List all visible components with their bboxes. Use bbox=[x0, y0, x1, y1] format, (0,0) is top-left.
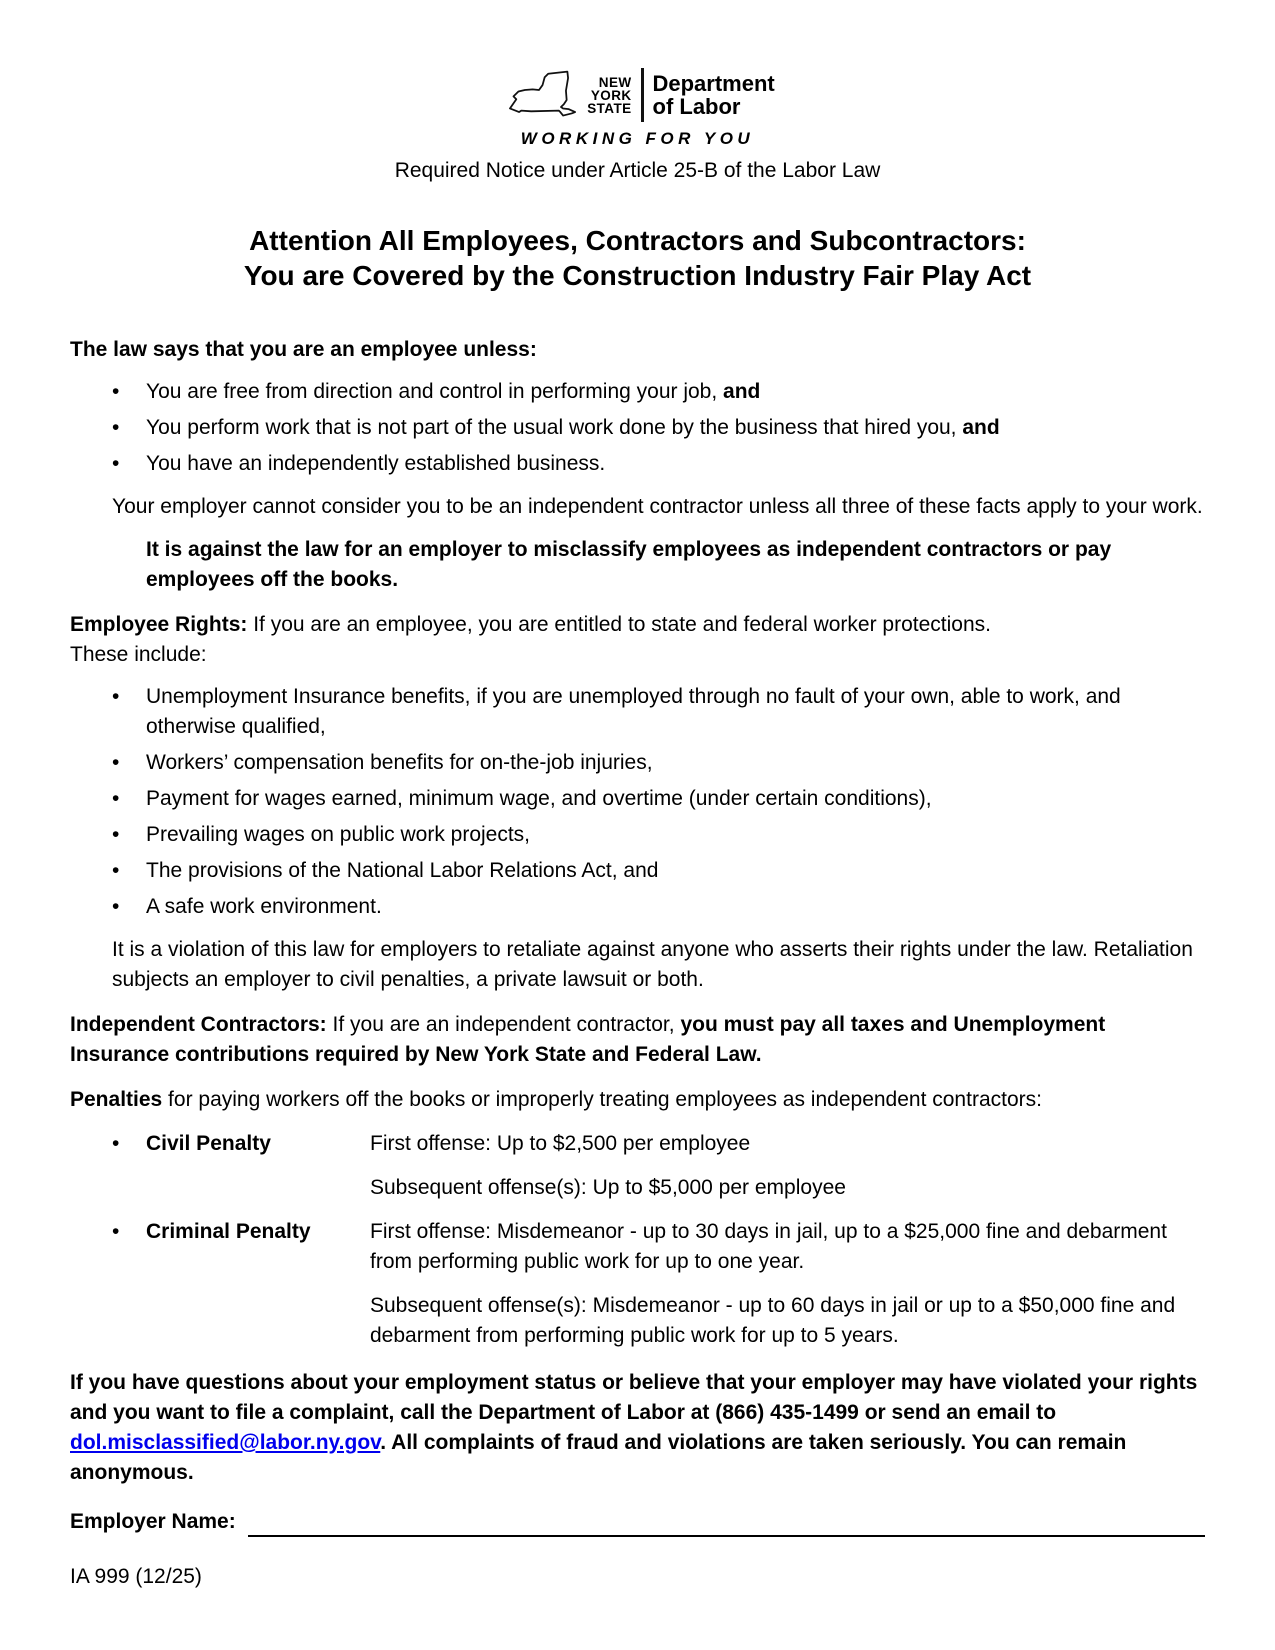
employer-name-blank-line bbox=[248, 1509, 1205, 1537]
penalty-bullet bbox=[112, 1291, 146, 1351]
penalty-bullet: • bbox=[112, 1132, 120, 1155]
employer-name-row bbox=[70, 1507, 1205, 1537]
penalty-label: Civil Penalty bbox=[146, 1132, 271, 1155]
penalty-text: First offense: Up to $2,500 per employee bbox=[370, 1132, 751, 1155]
rights-bullet-item: • The provisions of the National Labor Relations Act, and bbox=[70, 856, 1205, 886]
employer-name-label: Employer Name: bbox=[70, 1510, 236, 1533]
penalty-row bbox=[70, 1129, 1205, 1159]
retaliation-paragraph: It is a violation of this law for employers to retaliate against anyone who asserts their rights under the law. Retaliation subjects an employer to civil penalties, a private lawsuit or both. bbox=[112, 938, 1193, 991]
penalties-intro: Penalties for paying workers off the books or improperly treating employees as independent contractors: bbox=[70, 1088, 1042, 1111]
penalty-text: Subsequent offense(s): Up to $5,000 per employee bbox=[370, 1176, 846, 1199]
rights-bullet-item: • Prevailing wages on public work projects, bbox=[70, 820, 1205, 850]
form-number: IA 999 (12/25) bbox=[70, 1565, 202, 1588]
employee-rights-include: These include: bbox=[70, 643, 207, 666]
penalty-row bbox=[70, 1217, 1205, 1277]
page-title-line1: Attention All Employees, Contractors and Subcontractors: bbox=[249, 225, 1026, 256]
required-notice: Required Notice under Article 25-B of the Labor Law bbox=[394, 159, 881, 182]
rights-bullet-item: • Payment for wages earned, minimum wage, and overtime (under certain conditions), bbox=[70, 784, 1205, 814]
logo-tagline: WORKING FOR YOU bbox=[520, 129, 755, 148]
penalty-bullet bbox=[112, 1173, 146, 1203]
law-paragraph: Your employer cannot consider you to be an independent contractor unless all three of these facts apply to your work. bbox=[112, 495, 1203, 518]
penalty-text: Subsequent offense(s): Misdemeanor - up to 60 days in jail or up to a $50,000 fine and debarment from performing public work for up to 5 years. bbox=[370, 1294, 1176, 1347]
penalty-row bbox=[70, 1291, 1205, 1351]
law-bullet-item: • You are free from direction and control in performing your job, and bbox=[70, 377, 1205, 407]
rights-bullet-item: • Workers’ compensation benefits for on-the-job injuries, bbox=[70, 748, 1205, 778]
law-section-heading: The law says that you are an employee unless: bbox=[70, 338, 537, 361]
misclassified-email-link[interactable]: dol.misclassified@labor.ny.gov bbox=[70, 1431, 381, 1454]
independent-contractors-paragraph: Independent Contractors: If you are an independent contractor, you must pay all taxes and Unemployment Insurance contributions required by New York State and Federal Law. bbox=[70, 1013, 1106, 1066]
page-title bbox=[70, 223, 1205, 293]
dol-logo bbox=[500, 64, 775, 126]
misclassify-warning: It is against the law for an employer to misclassify employees as independent contractors or pay employees off the books. bbox=[146, 538, 1112, 591]
rights-bullet-item: • Unemployment Insurance benefits, if you are unemployed through no fault of your own, able to work, and otherwise qualified, bbox=[70, 682, 1205, 742]
penalties-table bbox=[70, 1129, 1205, 1351]
penalty-label: Criminal Penalty bbox=[146, 1220, 311, 1243]
law-bullet-item: • You perform work that is not part of the usual work done by the business that hired you, and bbox=[70, 413, 1205, 443]
logo-divider bbox=[641, 68, 644, 122]
penalty-label bbox=[146, 1291, 370, 1351]
document-header bbox=[70, 64, 1205, 184]
logo-department-text: Department of Labor bbox=[652, 71, 775, 119]
penalty-label bbox=[146, 1173, 370, 1203]
page-title-line2: You are Covered by the Construction Industry Fair Play Act bbox=[243, 260, 1032, 291]
rights-bullet-item: • A safe work environment. bbox=[70, 892, 1205, 922]
rights-bullet-list bbox=[70, 682, 1205, 922]
law-bullet-item: • You have an independently established business. bbox=[70, 449, 1205, 479]
complaint-paragraph: If you have questions about your employment status or believe that your employer may have violated your rights and you want to file a complaint, call the Department of Labor at (866) 435-1499 or send an email to dol.misclassified@labor.ny.gov. All complaints of fraud and violations are taken seriously. You can remain anonymous. bbox=[70, 1371, 1198, 1484]
employee-rights-heading: Employee Rights: If you are an employee, you are entitled to state and federal worker protections. These include: bbox=[70, 610, 1205, 670]
logo-state-text: NEW YORK STATE bbox=[587, 74, 632, 116]
penalty-bullet: • bbox=[112, 1220, 120, 1243]
law-bullet-list bbox=[70, 377, 1205, 479]
ny-state-outline-icon bbox=[500, 64, 578, 126]
penalty-row bbox=[70, 1173, 1205, 1203]
penalty-text: First offense: Misdemeanor - up to 30 days in jail, up to a $25,000 fine and debarment from performing public work for up to one year. bbox=[370, 1220, 1167, 1273]
